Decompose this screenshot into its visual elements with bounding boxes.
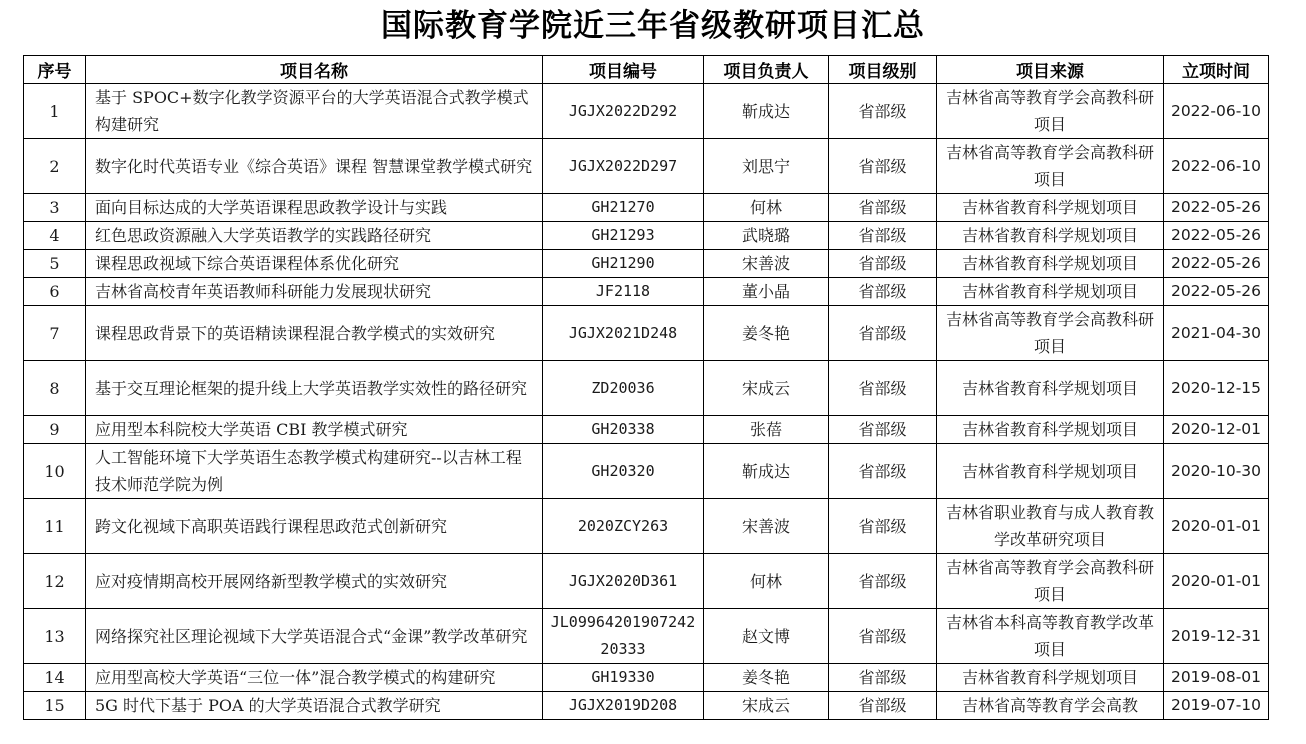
- project-name: 基于交互理论框架的提升线上大学英语教学实效性的路径研究: [86, 361, 543, 416]
- approval-date: 2019-08-01: [1164, 664, 1269, 692]
- row-index: 3: [24, 194, 86, 222]
- project-leader: 武晓璐: [704, 222, 829, 250]
- table-row: [24, 664, 1269, 692]
- project-name: 应对疫情期高校开展网络新型教学模式的实效研究: [86, 554, 543, 609]
- table-row: [24, 278, 1269, 306]
- header-project-level: 项目级别: [829, 56, 937, 84]
- row-index: 8: [24, 361, 86, 416]
- project-source: 吉林省高等教育学会高教科研项目: [937, 139, 1164, 194]
- project-name: 5G 时代下基于 POA 的大学英语混合式教学研究: [86, 692, 543, 720]
- table-row: [24, 194, 1269, 222]
- header-approval-date: 立项时间: [1164, 56, 1269, 84]
- project-source: 吉林省教育科学规划项目: [937, 416, 1164, 444]
- table-row: [24, 250, 1269, 278]
- project-leader: 姜冬艳: [704, 306, 829, 361]
- approval-date: 2019-07-10: [1164, 692, 1269, 720]
- row-index: 6: [24, 278, 86, 306]
- project-source: 吉林省教育科学规划项目: [937, 222, 1164, 250]
- project-leader: 靳成达: [704, 444, 829, 499]
- project-name: 课程思政背景下的英语精读课程混合教学模式的实效研究: [86, 306, 543, 361]
- project-name: 网络探究社区理论视域下大学英语混合式“金课”教学改革研究: [86, 609, 543, 664]
- table-row: [24, 139, 1269, 194]
- row-index: 1: [24, 84, 86, 139]
- project-source: 吉林省高等教育学会高教: [937, 692, 1164, 720]
- project-leader: 靳成达: [704, 84, 829, 139]
- project-level: 省部级: [829, 84, 937, 139]
- project-code: JGJX2022D297: [543, 139, 704, 194]
- project-source: 吉林省教育科学规划项目: [937, 444, 1164, 499]
- project-code: JGJX2020D361: [543, 554, 704, 609]
- project-code: GH20338: [543, 416, 704, 444]
- approval-date: 2020-10-30: [1164, 444, 1269, 499]
- project-level: 省部级: [829, 139, 937, 194]
- project-name: 吉林省高校青年英语教师科研能力发展现状研究: [86, 278, 543, 306]
- project-source: 吉林省高等教育学会高教科研项目: [937, 84, 1164, 139]
- project-level: 省部级: [829, 609, 937, 664]
- header-project-name: 项目名称: [86, 56, 543, 84]
- row-index: 12: [24, 554, 86, 609]
- project-level: 省部级: [829, 692, 937, 720]
- project-level: 省部级: [829, 306, 937, 361]
- project-source: 吉林省教育科学规划项目: [937, 194, 1164, 222]
- project-source: 吉林省教育科学规划项目: [937, 250, 1164, 278]
- table-row: [24, 416, 1269, 444]
- project-name: 跨文化视域下高职英语践行课程思政范式创新研究: [86, 499, 543, 554]
- approval-date: 2022-05-26: [1164, 194, 1269, 222]
- project-leader: 张蓓: [704, 416, 829, 444]
- project-source: 吉林省高等教育学会高教科研项目: [937, 306, 1164, 361]
- project-level: 省部级: [829, 416, 937, 444]
- project-name: 人工智能环境下大学英语生态教学模式构建研究--以吉林工程技术师范学院为例: [86, 444, 543, 499]
- project-code: GH21293: [543, 222, 704, 250]
- project-source: 吉林省职业教育与成人教育教学改革研究项目: [937, 499, 1164, 554]
- approval-date: 2022-06-10: [1164, 139, 1269, 194]
- project-leader: 何林: [704, 194, 829, 222]
- table-row: [24, 222, 1269, 250]
- project-level: 省部级: [829, 554, 937, 609]
- row-index: 4: [24, 222, 86, 250]
- project-leader: 宋成云: [704, 361, 829, 416]
- project-source: 吉林省教育科学规划项目: [937, 664, 1164, 692]
- row-index: 14: [24, 664, 86, 692]
- project-level: 省部级: [829, 664, 937, 692]
- project-leader: 宋善波: [704, 250, 829, 278]
- project-source: 吉林省本科高等教育教学改革项目: [937, 609, 1164, 664]
- row-index: 10: [24, 444, 86, 499]
- project-source: 吉林省教育科学规划项目: [937, 278, 1164, 306]
- approval-date: 2020-12-01: [1164, 416, 1269, 444]
- row-index: 7: [24, 306, 86, 361]
- project-leader: 刘思宁: [704, 139, 829, 194]
- table-row: [24, 444, 1269, 499]
- row-index: 9: [24, 416, 86, 444]
- project-code: 2020ZCY263: [543, 499, 704, 554]
- approval-date: 2022-05-26: [1164, 278, 1269, 306]
- approval-date: 2021-04-30: [1164, 306, 1269, 361]
- approval-date: 2020-01-01: [1164, 554, 1269, 609]
- table-row: [24, 306, 1269, 361]
- project-name: 基于 SPOC+数字化教学资源平台的大学英语混合式教学模式构建研究: [86, 84, 543, 139]
- header-project-source: 项目来源: [937, 56, 1164, 84]
- approval-date: 2022-05-26: [1164, 222, 1269, 250]
- project-code: GH21290: [543, 250, 704, 278]
- project-name: 面向目标达成的大学英语课程思政教学设计与实践: [86, 194, 543, 222]
- approval-date: 2022-06-10: [1164, 84, 1269, 139]
- table-header-row: [24, 56, 1269, 84]
- row-index: 11: [24, 499, 86, 554]
- project-code: JGJX2021D248: [543, 306, 704, 361]
- row-index: 2: [24, 139, 86, 194]
- project-code: GH21270: [543, 194, 704, 222]
- project-leader: 赵文博: [704, 609, 829, 664]
- project-source: 吉林省教育科学规划项目: [937, 361, 1164, 416]
- project-leader: 宋成云: [704, 692, 829, 720]
- project-code: ZD20036: [543, 361, 704, 416]
- row-index: 13: [24, 609, 86, 664]
- table-row: [24, 84, 1269, 139]
- header-project-code: 项目编号: [543, 56, 704, 84]
- project-table: [23, 55, 1269, 720]
- header-index: 序号: [24, 56, 86, 84]
- header-project-leader: 项目负责人: [704, 56, 829, 84]
- project-code: GH19330: [543, 664, 704, 692]
- approval-date: 2019-12-31: [1164, 609, 1269, 664]
- project-name: 课程思政视域下综合英语课程体系优化研究: [86, 250, 543, 278]
- project-code: JL0996420190724220333: [543, 609, 704, 664]
- project-level: 省部级: [829, 222, 937, 250]
- project-leader: 何林: [704, 554, 829, 609]
- project-leader: 董小晶: [704, 278, 829, 306]
- table-row: [24, 554, 1269, 609]
- project-level: 省部级: [829, 444, 937, 499]
- project-code: JGJX2022D292: [543, 84, 704, 139]
- project-name: 应用型高校大学英语“三位一体”混合教学模式的构建研究: [86, 664, 543, 692]
- approval-date: 2020-12-15: [1164, 361, 1269, 416]
- project-source: 吉林省高等教育学会高教科研项目: [937, 554, 1164, 609]
- project-leader: 宋善波: [704, 499, 829, 554]
- project-level: 省部级: [829, 278, 937, 306]
- project-name: 数字化时代英语专业《综合英语》课程 智慧课堂教学模式研究: [86, 139, 543, 194]
- project-level: 省部级: [829, 250, 937, 278]
- project-level: 省部级: [829, 499, 937, 554]
- project-code: JF2118: [543, 278, 704, 306]
- row-index: 5: [24, 250, 86, 278]
- project-code: GH20320: [543, 444, 704, 499]
- table-row: [24, 499, 1269, 554]
- project-level: 省部级: [829, 361, 937, 416]
- page-title: 国际教育学院近三年省级教研项目汇总: [381, 8, 925, 44]
- project-level: 省部级: [829, 194, 937, 222]
- table-row: [24, 692, 1269, 720]
- table-row: [24, 609, 1269, 664]
- row-index: 15: [24, 692, 86, 720]
- table-row: [24, 361, 1269, 416]
- project-name: 应用型本科院校大学英语 CBI 教学模式研究: [86, 416, 543, 444]
- project-name: 红色思政资源融入大学英语教学的实践路径研究: [86, 222, 543, 250]
- approval-date: 2022-05-26: [1164, 250, 1269, 278]
- project-code: JGJX2019D208: [543, 692, 704, 720]
- approval-date: 2020-01-01: [1164, 499, 1269, 554]
- project-leader: 姜冬艳: [704, 664, 829, 692]
